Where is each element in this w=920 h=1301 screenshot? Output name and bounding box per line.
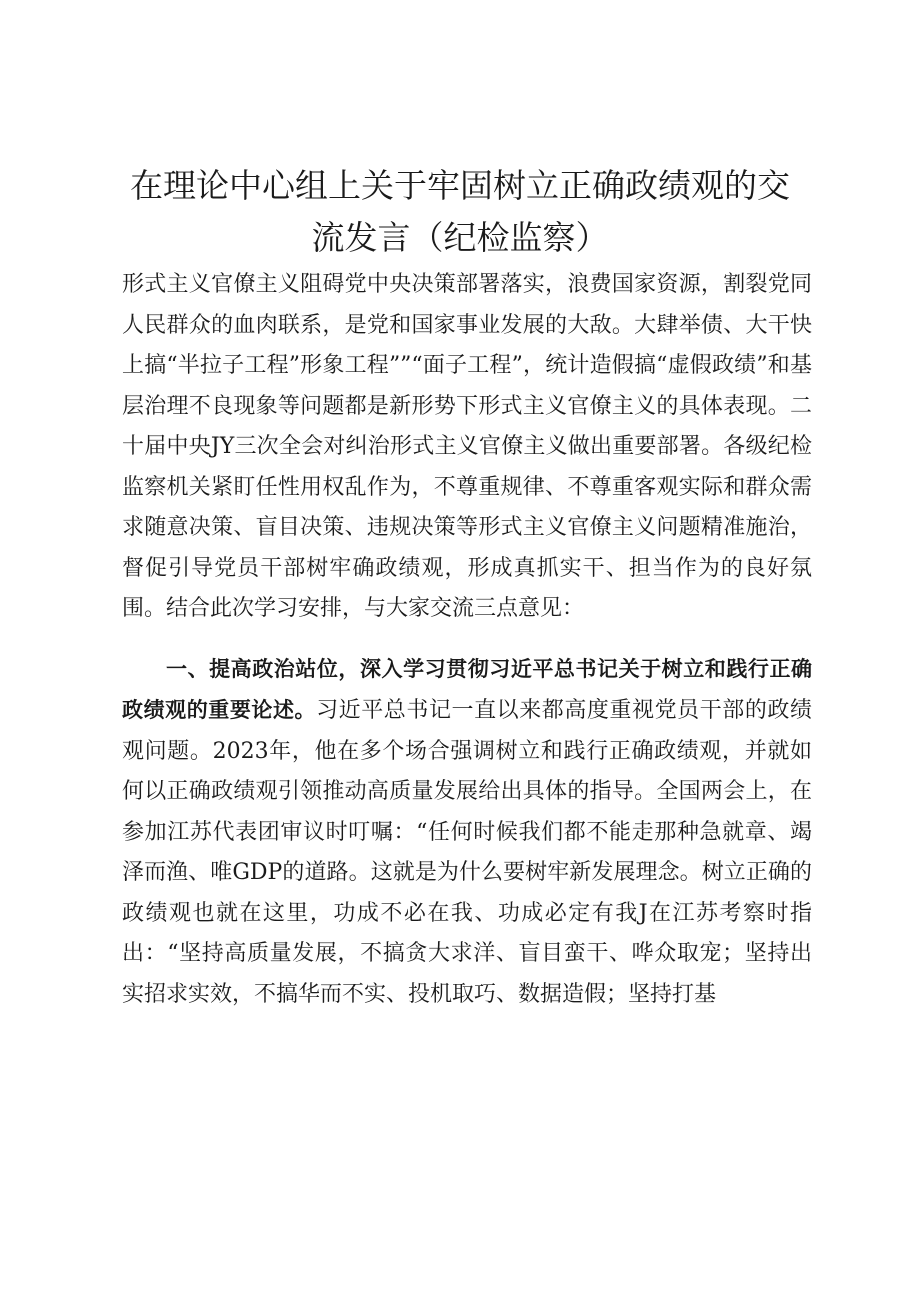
- document-title: [110, 160, 810, 264]
- title-line-2: 流发言（纪检监察）: [311, 218, 609, 257]
- section-1-heading: 一、提高政治站位，深入学习贯彻习近平总书记关于树立和践行正确政绩观的重要论述。: [122, 656, 812, 722]
- document-body: [122, 265, 812, 1015]
- intro-paragraph: 形式主义官僚主义阻碍党中央决策部署落实，浪费国家资源，割裂党同人民群众的血肉联系，是党和国家事业发展的大敌。大肆举债、大干快上搞“半拉子工程”形象工程””“面子工程”，统计造假搞“虚假政绩”和基层治理不良现象等问题都是新形势下形式主义官僚主义的具体表现。二十届中央JY三次全会对纠治形式主义官僚主义做出重要部署。各级纪检监察机关紧盯任性用权乱作为，不尊重规律、不尊重客观实际和群众需求随意决策、盲目决策、违规决策等形式主义官僚主义问题精准施治，督促引导党员干部树牢确政绩观，形成真抓实干、担当作为的良好氛围。结合此次学习安排，与大家交流三点意见：: [122, 272, 812, 621]
- section-1-paragraph: [122, 649, 812, 1016]
- title-line-1: 在理论中心组上关于牢固树立正确政绩观的交: [130, 166, 790, 205]
- section-1-text: 习近平总书记一直以来都高度重视党员干部的政绩观问题。2023年，他在多个场合强调树立和践行正确政绩观，并就如何以正确政绩观引领推动高质量发展给出具体的指导。全国两会上，在参加江苏代表团审议时叮嘱：“任何时候我们都不能走那种急就章、竭泽而渔、唯GDP的道路。这就是为什么要树牢新发展理念。树立正确的政绩观也就在这里，功成不必在我、功成必定有我J在江苏考察时指出：“坚持高质量发展，不搞贪大求洋、盲目蛮干、哗众取宠；坚持出实招求实效，不搞华而不实、投机取巧、数据造假；坚持打基: [122, 698, 813, 1007]
